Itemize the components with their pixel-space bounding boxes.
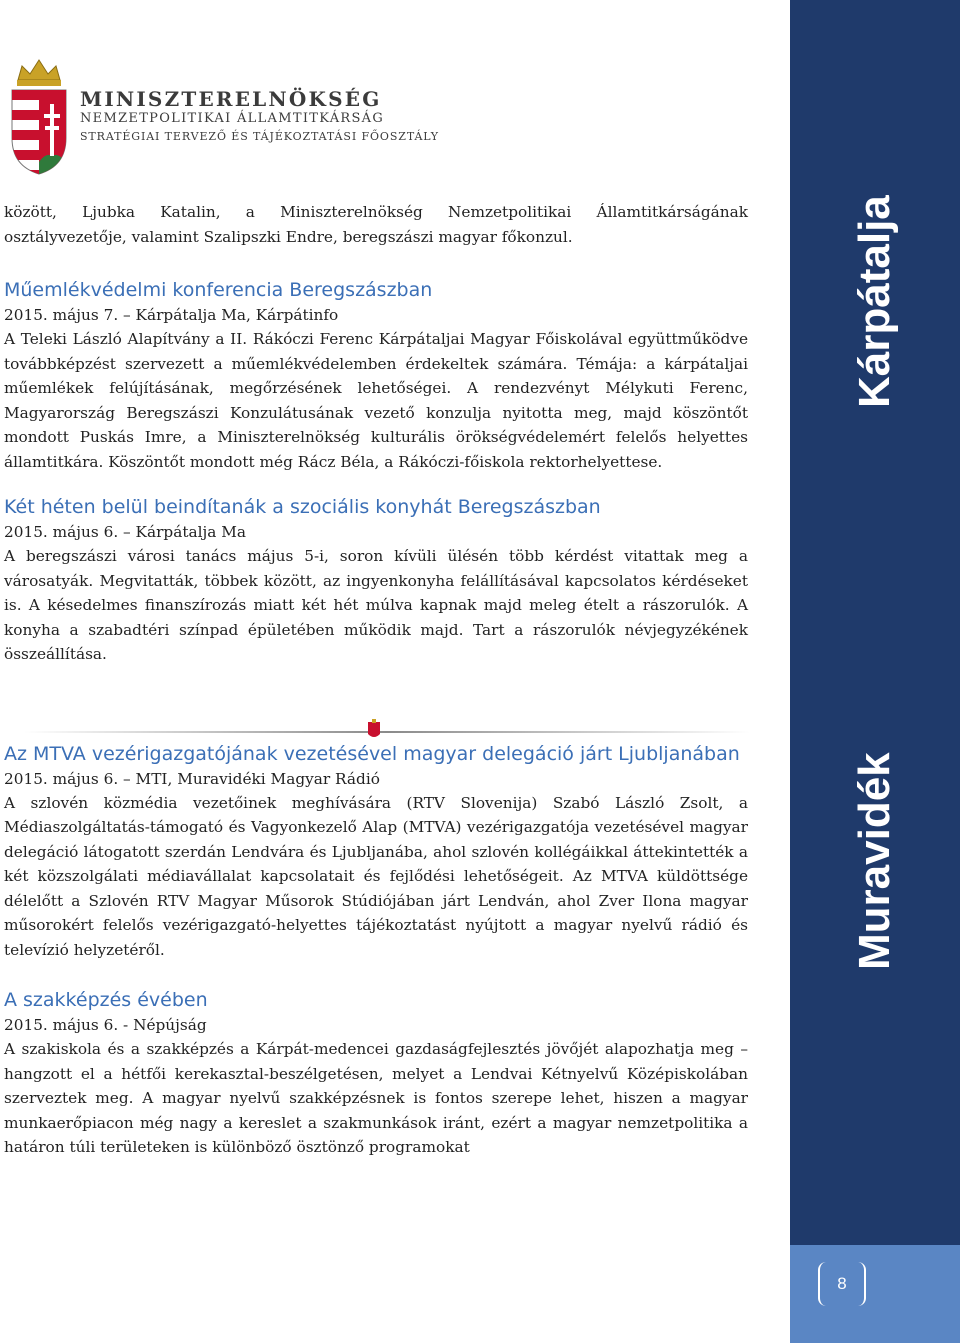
article-3	[4, 741, 748, 963]
sidebar-footer	[790, 1245, 960, 1343]
logo-line-1: MINISZTERELNÖKSÉG	[80, 87, 382, 111]
article-meta: 2015. május 6. - Népújság	[4, 1016, 207, 1034]
page-number: 8	[818, 1262, 866, 1306]
article-meta: 2015. május 6. – Kárpátalja Ma	[4, 523, 246, 541]
article-body: A beregszászi városi tanács május 5-i, soron kívüli ülésén több kérdést vitattak meg a városatyák. Megvitatták, többek között, az ingyenkonyha felállításával kapcsolatos kérdéseket is. A késedelmes finanszírozás miatt két hét múlva kapnak majd meleg ételt a rászorulók. A konyha a szabadtéri színpad épületében működik majd. Tart a rászorulók névjegyzékének összeállítása.	[4, 547, 748, 663]
article-body: A szlovén közmédia vezetőinek meghívására (RTV Slovenija) Szabó László Zsolt, a Médiaszolgáltatás-támogató és Vagyonkezelő Alap (MTVA) vezérigazgatója vezetésével magyar delegáció látogatott szerdán Lendvára és Ljubljanába, ahol szlovén kollégáikkal áttekintették a két közszolgálati médiavállalat kapcsolatait és fejlődési lehetőségeit. Az MTVA küldöttsége délelőtt a Szlovén RTV Magyar Műsorok Stúdiójában járt Lendván, ahol Zver Ilona magyar műsorokért felelős vezérigazgató-helyettes tájékoztatást nyújtott a magyar nyelvű rádió és televízió helyzetéről.	[4, 793, 748, 959]
main-content	[4, 200, 748, 1160]
article-title: Két héten belül beindítanák a szociális konyhát Beregszászban	[4, 496, 601, 518]
coat-of-arms-logo	[8, 58, 70, 180]
region-label-karpatalja: Kárpátalja	[850, 195, 899, 408]
article-meta: 2015. május 7. – Kárpátalja Ma, Kárpátinfo	[4, 306, 339, 324]
region-label-muravidek: Muravidék	[850, 752, 899, 970]
ministry-logo-text	[80, 88, 439, 146]
article-meta: 2015. május 6. – MTI, Muravidéki Magyar Rádió	[4, 769, 380, 788]
logo-line-3: STRATÉGIAI TERVEZŐ ÉS TÁJÉKOZTATÁSI FŐOSZTÁLY	[80, 130, 439, 143]
article-title: A szakképzés évében	[4, 989, 208, 1011]
article-body: A szakiskola és a szakképzés a Kárpát-medencei gazdaságfejlesztés jövőjét alapozhatja meg – hangzott el a hétfői kerekasztal-beszélgetésen, melyet a Lendvai Kétnyelvű Középiskolában szerveztek meg. A magyar nyelvű szakképzésnek is fontos szerepe lehet, hiszen a magyar munkaerőpiacon még nagy a kereslet a szakmunkások iránt, ezért a magyar nemzetpolitika a határon túli területeken is különböző ösztönző programokat	[4, 1040, 748, 1156]
article-2	[4, 494, 748, 667]
intro-paragraph: között, Ljubka Katalin, a Miniszterelnökség Nemzetpolitikai Államtitkárságának osztályvezetője, valamint Szalipszki Endre, beregszászi magyar főkonzul.	[4, 203, 748, 246]
logo-line-2: NEMZETPOLITIKAI ÁLLAMTITKÁRSÁG	[80, 111, 385, 126]
article-4	[4, 987, 748, 1160]
article-title: Az MTVA vezérigazgatójának vezetésével magyar delegáció járt Ljubljanában	[4, 742, 740, 765]
article-title: Műemlékvédelmi konferencia Beregszászban	[4, 279, 433, 301]
article-body: A Teleki László Alapítvány a II. Rákóczi Ferenc Kárpátaljai Magyar Főiskolával együttműködve továbbképzést szervezett a műemlékvédelemben érdekeltek számára. Témája: a kárpátaljai műemlékek felújításának, megőrzésének lehetőségei. A rendezvényt Mélykuti Ferenc, Magyarország Beregszászi Konzulátusának vezető konzulja nyitotta meg, majd köszöntőt mondott Puskás Imre, a Miniszterelnökség kulturális örökségvédelemért felelős helyettes államtitkára. Köszöntőt mondott még Rácz Béla, a Rákóczi-főiskola rektorhelyettese.	[4, 330, 748, 471]
article-1	[4, 277, 748, 474]
